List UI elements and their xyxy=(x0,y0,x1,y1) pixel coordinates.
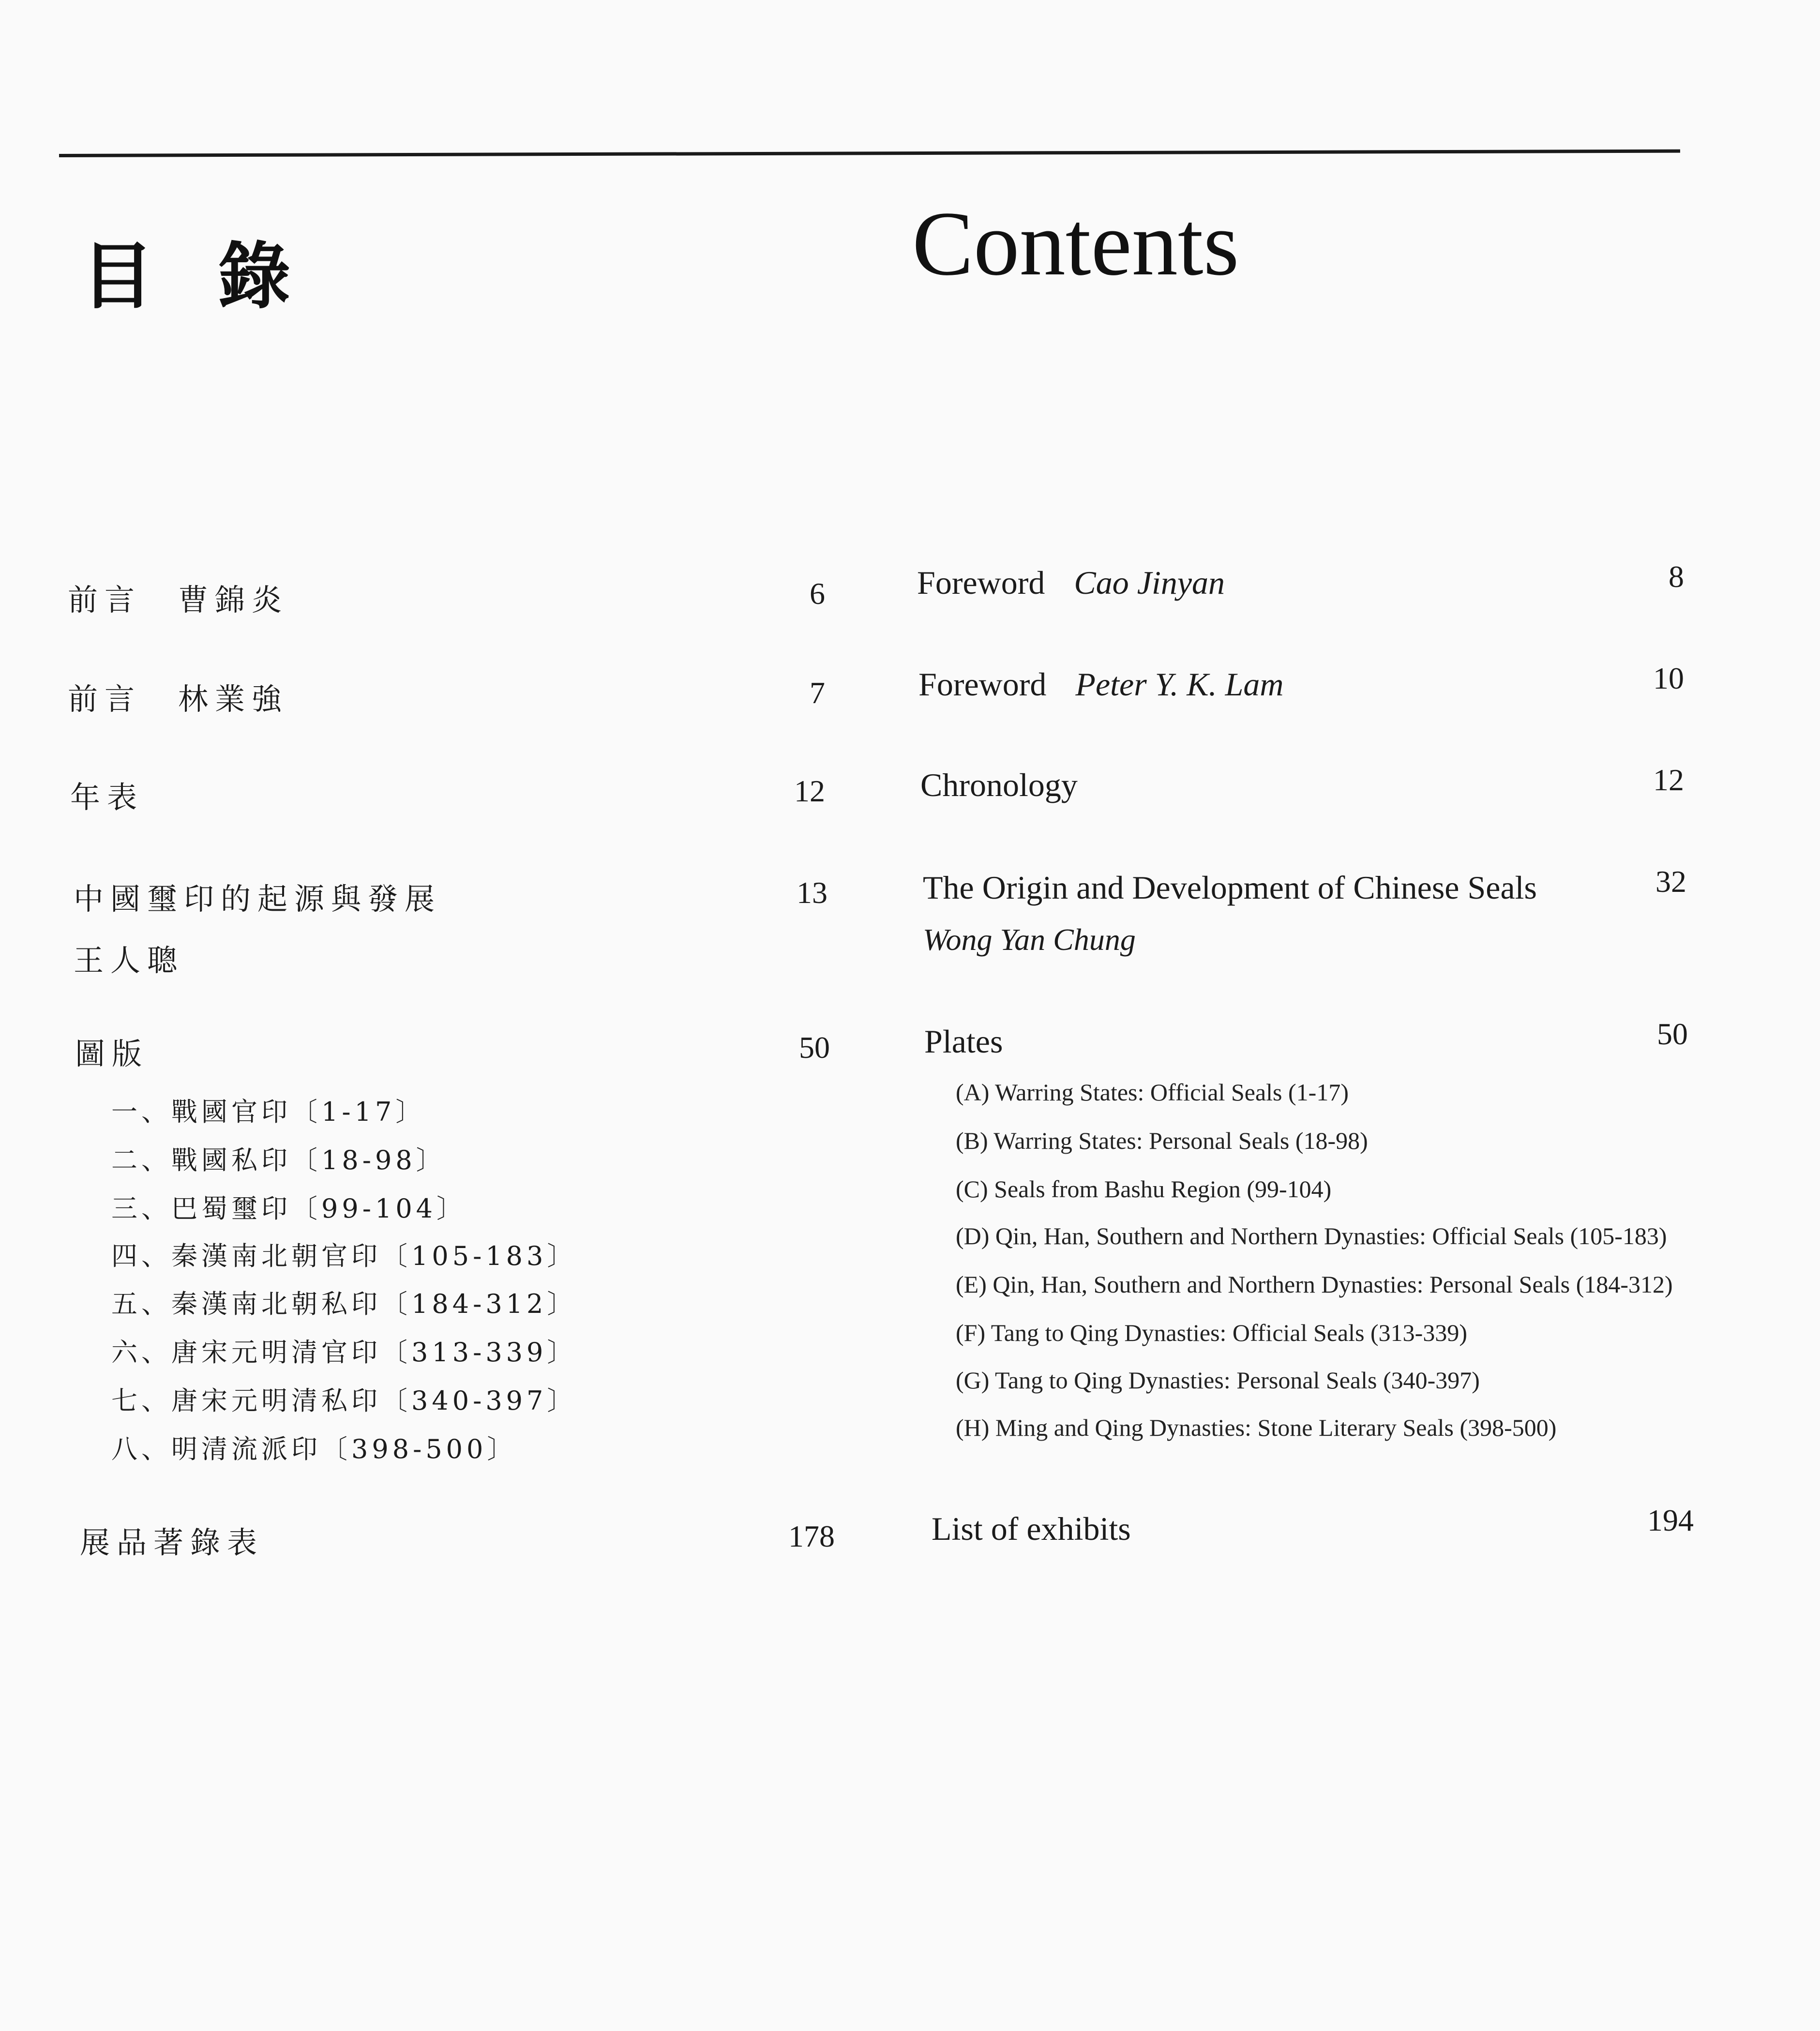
zh-entry-list-of-exhibits: 展品著錄表 xyxy=(80,1525,264,1560)
chinese-title: 目 錄 xyxy=(81,235,310,319)
zh-plate-item: 八、明清流派印〔398-500〕 xyxy=(111,1434,517,1464)
en-plate-item: (C) Seals from Bashu Region (99-104) xyxy=(956,1175,1332,1203)
en-plate-item: (G) Tang to Qing Dynasties: Personal Seals (340-397) xyxy=(956,1367,1480,1394)
en-entry-plates: Plates xyxy=(924,1023,1003,1060)
zh-plate-item: 五、秦漢南北朝私印〔184-312〕 xyxy=(111,1289,577,1319)
en-entry-chronology: Chronology xyxy=(920,767,1078,803)
en-page-chronology: 12 xyxy=(1653,763,1684,797)
zh-page-chronology: 12 xyxy=(794,774,825,808)
en-plate-item: (H) Ming and Qing Dynasties: Stone Literary Seals (398-500) xyxy=(956,1414,1557,1441)
en-entry-label: Foreword xyxy=(917,564,1045,601)
en-page-foreword-1: 8 xyxy=(1669,559,1684,594)
en-entry-author: Peter Y. K. Lam xyxy=(1075,666,1284,703)
english-title: Contents xyxy=(912,193,1239,295)
zh-page-list-of-exhibits: 178 xyxy=(788,1519,835,1553)
zh-page-origin: 13 xyxy=(797,875,827,910)
zh-plate-item: 二、戰國私印〔18-98〕 xyxy=(111,1145,446,1175)
en-entry-list-of-exhibits: List of exhibits xyxy=(932,1510,1131,1547)
zh-page-plates: 50 xyxy=(799,1030,830,1065)
zh-entry-foreword-2: 前言 林業強 xyxy=(68,681,289,717)
zh-entry-origin: 中國璽印的起源與發展 xyxy=(74,881,442,917)
en-entry-origin: The Origin and Development of Chinese Seals xyxy=(923,869,1537,906)
en-plate-item: (F) Tang to Qing Dynasties: Official Seals (313-339) xyxy=(956,1319,1467,1346)
en-page-plates: 50 xyxy=(1657,1017,1688,1051)
zh-entry-origin-author: 王人聰 xyxy=(74,943,184,978)
zh-entry-chronology: 年表 xyxy=(70,780,144,815)
zh-plate-item: 七、唐宋元明清私印〔340-397〕 xyxy=(111,1385,577,1416)
en-page-foreword-2: 10 xyxy=(1653,661,1684,695)
en-page-origin: 32 xyxy=(1655,864,1686,899)
zh-plate-item: 四、秦漢南北朝官印〔105-183〕 xyxy=(111,1241,577,1271)
zh-entry-foreword-1: 前言 曹錦炎 xyxy=(68,582,289,617)
en-plate-item: (B) Warring States: Personal Seals (18-98) xyxy=(956,1127,1368,1154)
zh-page-foreword-1: 6 xyxy=(810,576,825,611)
en-plate-item: (D) Qin, Han, Southern and Northern Dynasties: Official Seals (105-183) xyxy=(956,1222,1667,1249)
en-entry-label: Foreword xyxy=(918,666,1047,703)
zh-entry-plates: 圖版 xyxy=(75,1036,149,1071)
zh-plate-item: 三、巴蜀璽印〔99-104〕 xyxy=(111,1193,467,1224)
en-plate-item: (E) Qin, Han, Southern and Northern Dynasties: Personal Seals (184-312) xyxy=(956,1271,1673,1298)
en-entry-author: Cao Jinyan xyxy=(1074,564,1225,601)
en-page-list-of-exhibits: 194 xyxy=(1647,1503,1694,1537)
zh-plate-item: 一、戰國官印〔1-17〕 xyxy=(111,1097,426,1127)
top-rule xyxy=(59,150,1680,157)
en-entry-origin-author: Wong Yan Chung xyxy=(923,922,1136,957)
zh-plate-item: 六、唐宋元明清官印〔313-339〕 xyxy=(111,1337,577,1368)
zh-page-foreword-2: 7 xyxy=(810,676,825,710)
en-entry-foreword-2 xyxy=(918,665,1284,704)
en-entry-foreword-1 xyxy=(917,564,1225,602)
en-plate-item: (A) Warring States: Official Seals (1-17) xyxy=(956,1079,1349,1106)
